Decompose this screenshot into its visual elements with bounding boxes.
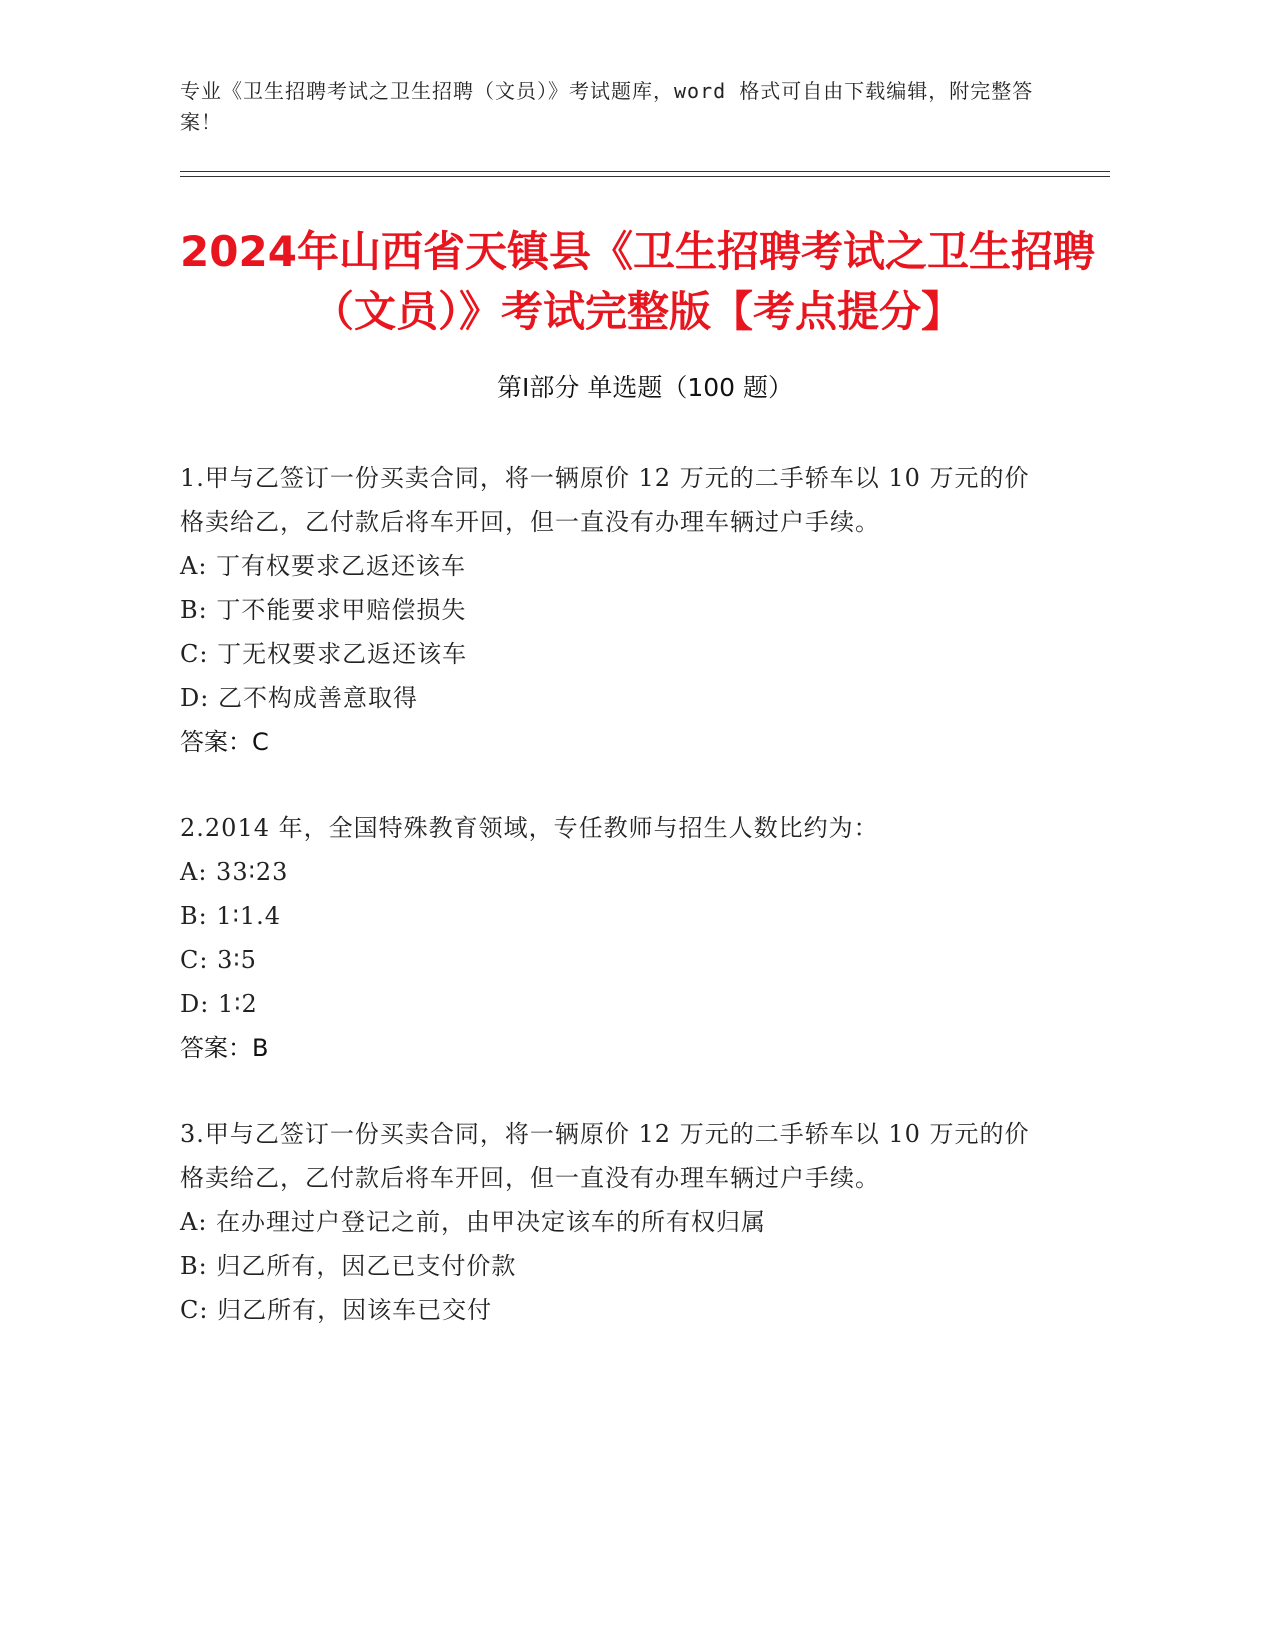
question-list [180,456,1030,1374]
option-a: A: 33∶23 [180,858,289,886]
header-divider-top [180,171,1110,172]
question-2 [180,806,1030,1070]
question-stem: 1.甲与乙签订一份买卖合同，将一辆原价 12 万元的二手轿车以 10 万元的价格卖给乙，乙付款后将车开回，但一直没有办理车辆过户手续。 [180,464,1030,536]
option-c: C: 归乙所有，因该车已交付 [180,1296,493,1324]
option-b: B: 1∶1.4 [180,902,282,930]
question-1 [180,456,1030,764]
section-title: 第Ⅰ部分 单选题（100 题） [497,373,793,402]
option-c: C: 3∶5 [180,946,257,974]
header-divider-bottom [180,176,1110,177]
header-note: 专业《卫生招聘考试之卫生招聘（文员）》考试题库，word 格式可自由下载编辑，附完整答案！ [180,79,1034,134]
option-c: C: 丁无权要求乙返还该车 [180,640,468,668]
question-stem: 3.甲与乙签订一份买卖合同，将一辆原价 12 万元的二手轿车以 10 万元的价格卖给乙，乙付款后将车开回，但一直没有办理车辆过户手续。 [180,1120,1030,1192]
option-b: B: 丁不能要求甲赔偿损失 [180,596,467,624]
option-d: D: 乙不构成善意取得 [180,684,418,712]
answer: 答案：C [180,728,269,756]
question-stem: 2.2014 年，全国特殊教育领域，专任教师与招生人数比约为： [180,814,879,842]
question-3 [180,1112,1030,1332]
option-a: A: 在办理过户登记之前，由甲决定该车的所有权归属 [180,1208,767,1236]
document-title: 2024年山西省天镇县《卫生招聘考试之卫生招聘（文员）》考试完整版【考点提分】 [180,227,1095,336]
answer: 答案：B [180,1034,269,1062]
option-d: D: 1∶2 [180,990,258,1018]
option-a: A: 丁有权要求乙返还该车 [180,552,467,580]
option-b: B: 归乙所有，因乙已支付价款 [180,1252,517,1280]
